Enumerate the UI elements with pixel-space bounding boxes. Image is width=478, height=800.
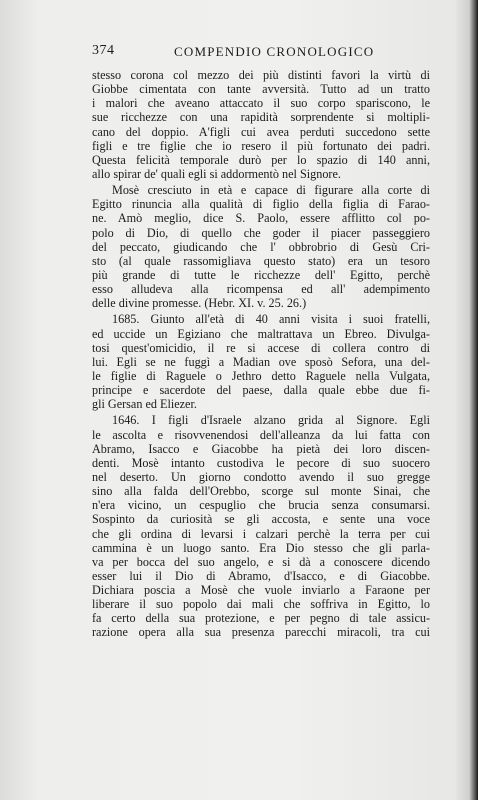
text-line: più grande di tutte le ricchezze dell' Egitto, perchè [92, 267, 430, 282]
text-line: che gli ordina di levarsi i calzari perchè la terra per cui [92, 526, 430, 541]
text-line: stesso corona col mezzo dei più distinti favori la virtù di [92, 68, 430, 82]
paragraph [92, 312, 430, 411]
text-line: nel deserto. Un giorno condotto avendo il suo gregge [92, 469, 430, 484]
text-line: allo spirar de' quali egli si addormentò nel Signore. [92, 166, 341, 181]
text-line: lui. Egli se ne fuggì a Madian ove sposò Sefora, una del- [92, 354, 430, 369]
text-line: del peccato, giudicando che l' obbrobrio di Gesù Cri- [92, 239, 430, 254]
text-line: sue ricchezze con una rapidità sorprendente si moltipli- [92, 110, 430, 125]
text-line: 1685. Giunto all'età di 40 anni visita i suoi fratelli, [112, 312, 430, 327]
paragraph [92, 413, 430, 639]
text-line: denti. Mosè intanto custodiva le pecore di suo suocero [92, 455, 430, 470]
text-line: principe e sacerdote del paese, dalla quale ebbe due fi- [92, 383, 430, 398]
page-number: 374 [92, 43, 115, 58]
text-line: Giobbe cimentata con tante avversità. Tutto ad un tratto [92, 82, 430, 97]
text-line: 1646. I figli d'Israele alzano grida al Signore. Egli [112, 413, 430, 428]
text-line: Dichiara poscia a Mosè che vuole inviarlo a Faraone per [92, 583, 430, 598]
text-line: cammina è un luogo santo. Era Dio stesso che gli parla- [92, 540, 430, 555]
text-line: liberare il suo popolo dai mali che soffriva in Egitto, lo [92, 597, 430, 612]
text-line: figli e tre figlie che io resero il più fortunato dei padri. [92, 138, 430, 153]
text-line: gli Gersan ed Eliezer. [92, 397, 197, 412]
text-line: Mosè cresciuto in età e capace di figurare alla corte di [112, 183, 430, 198]
text-line: ed uccide un Egiziano che maltrattava un Ebreo. Divulga- [92, 326, 430, 341]
paragraph [92, 183, 430, 310]
text-line: Abramo, Isacco e Giacobbe ha pietà dei loro discen- [92, 441, 430, 456]
body-text [92, 68, 430, 640]
text-line: le ascolta e risovvenendosi dell'alleanza da lui fatta con [92, 427, 430, 442]
text-line: ne. Amò meglio, dice S. Paolo, essere afflitto col po- [92, 211, 430, 226]
text-line: n'era vicino, un cespuglio che brucia senza consumarsi. [92, 498, 430, 513]
text-line: razione opera alla sua presenza parecchi miracoli, tra cui [92, 625, 430, 640]
page-edge-shadow [456, 0, 478, 800]
text-line: le figlie di Raguele o Jethro detto Raguele nella Vulgata, [92, 368, 430, 383]
page-header [92, 43, 430, 67]
text-line: cano del doppio. A'figli cui avea perduti succedono sette [92, 124, 430, 139]
text-line: Questa felicità temporale durò per lo spazio di 140 anni, [92, 152, 430, 167]
text-line: polo di Dio, di quello che goder il piacer passeggiero [92, 225, 430, 240]
text-line: va per bocca del suo angelo, e si dà a conoscere dicendo [92, 554, 430, 569]
text-line: sto (al quale rassomigliava questo stato) era un tesoro [92, 253, 430, 268]
text-line: i malori che aveano attaccato il suo corpo spariscono, le [92, 96, 430, 111]
text-line: fa certo della sua protezione, e per pegno di tale assicu- [92, 611, 430, 626]
text-line: esso alludeva alla ricompensa ed all' adempimento [92, 282, 430, 297]
text-line: esser lui il Dio di Abramo, d'Isacco, e di Giacobbe. [92, 568, 430, 583]
text-line: delle divine promesse. (Hebr. XI. v. 25. 26.) [92, 296, 307, 311]
text-line: sino alla falda dell'Orebbo, scorge sul monte Sinai, che [92, 484, 430, 499]
running-title: COMPENDIO CRONOLOGICO [174, 44, 375, 59]
text-line: Egitto rinuncia alla qualità di figlio della figlia di Farao- [92, 197, 430, 212]
text-line: tosi quest'omicidio, il re si accese di collera contro di [92, 340, 430, 355]
paragraph [92, 68, 430, 181]
text-line: Sospinto da curiosità se gli accosta, e sente una voce [92, 512, 430, 527]
